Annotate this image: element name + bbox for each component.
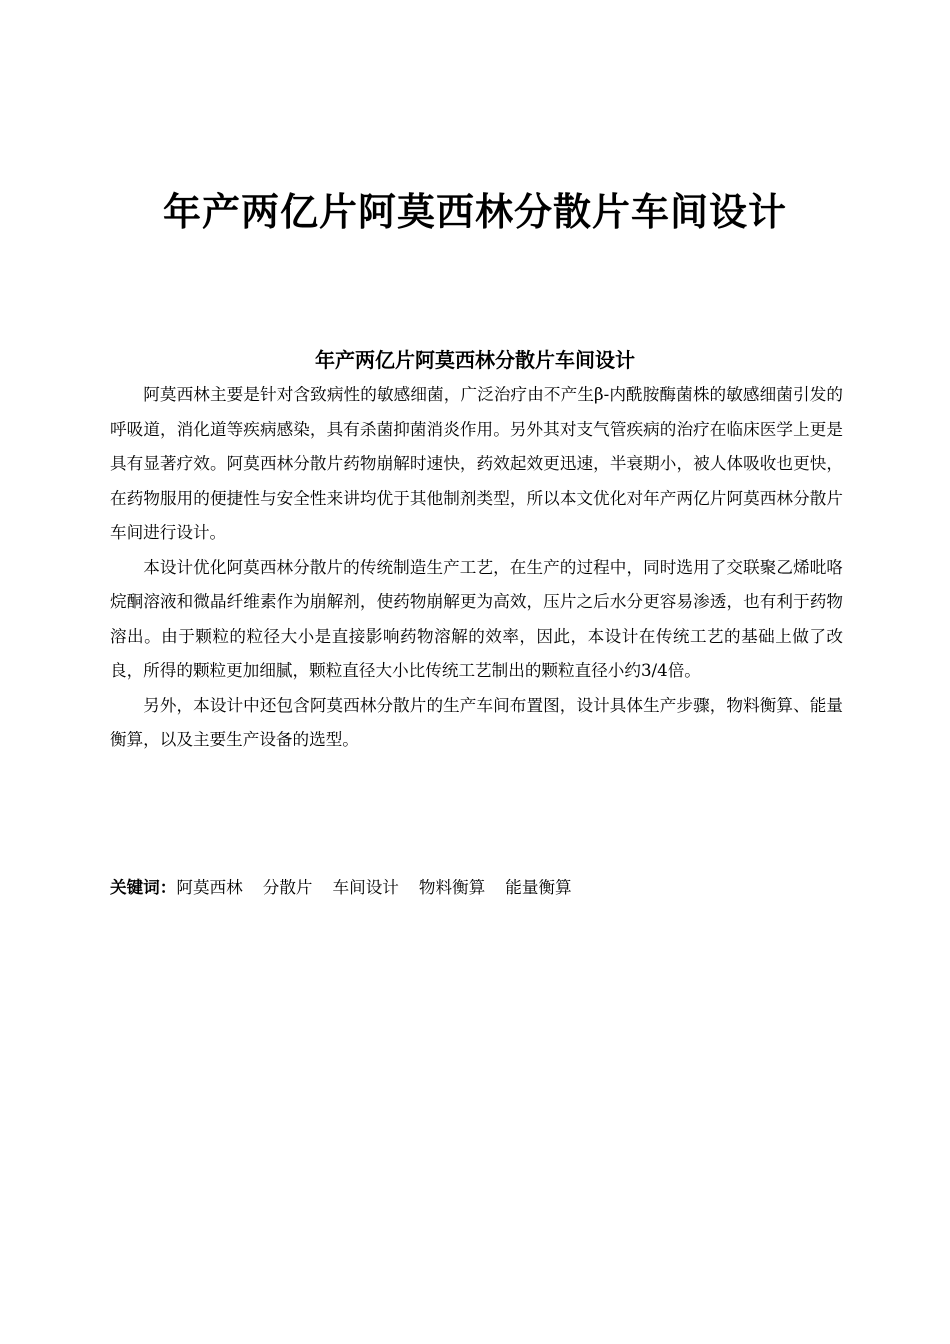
- keywords-line: [110, 873, 843, 903]
- keyword-item: 车间设计: [332, 878, 399, 897]
- keywords-label: 关键词：: [110, 878, 177, 897]
- abstract-paragraph: 另外，本设计中还包含阿莫西林分散片的生产车间布置图，设计具体生产步骤，物料衡算、能量衡算，以及主要生产设备的选型。: [110, 695, 843, 749]
- keyword-item: 分散片: [262, 878, 313, 897]
- abstract-body: [110, 378, 843, 758]
- abstract-paragraph: 阿莫西林主要是针对含致病性的敏感细菌，广泛治疗由不产生β-内酰胺酶菌株的敏感细菌引发的呼吸道，消化道等疾病感染，具有杀菌抑菌消炎作用。另外其对支气管疾病的治疗在临床医学上更是具有显著疗效。阿莫西林分散片药物崩解时速快，药效起效更迅速，半衰期小，被人体吸收也更快，在药物服用的便捷性与安全性来讲均优于其他制剂类型，所以本文优化对年产两亿片阿莫西林分散片车间进行设计。: [110, 385, 843, 542]
- abstract-title: 年产两亿片阿莫西林分散片车间设计: [315, 348, 635, 372]
- document-title: 年产两亿片阿莫西林分散片车间设计: [162, 190, 787, 234]
- keyword-item: 物料衡算: [418, 878, 486, 897]
- abstract-paragraph: 本设计优化阿莫西林分散片的传统制造生产工艺，在生产的过程中，同时选用了交联聚乙烯吡咯烷酮溶液和微晶纤维素作为崩解剂，使药物崩解更为高效，压片之后水分更容易渗透，也有利于药物溶出。由于颗粒的粒径大小是直接影响药物溶解的效率，因此，本设计在传统工艺的基础上做了改良，所得的颗粒更加细腻，颗粒直径大小比传统工艺制出的颗粒直径小约3/4倍。: [110, 557, 843, 680]
- keyword-item: 阿莫西林: [176, 878, 243, 897]
- keyword-item: 能量衡算: [505, 878, 572, 897]
